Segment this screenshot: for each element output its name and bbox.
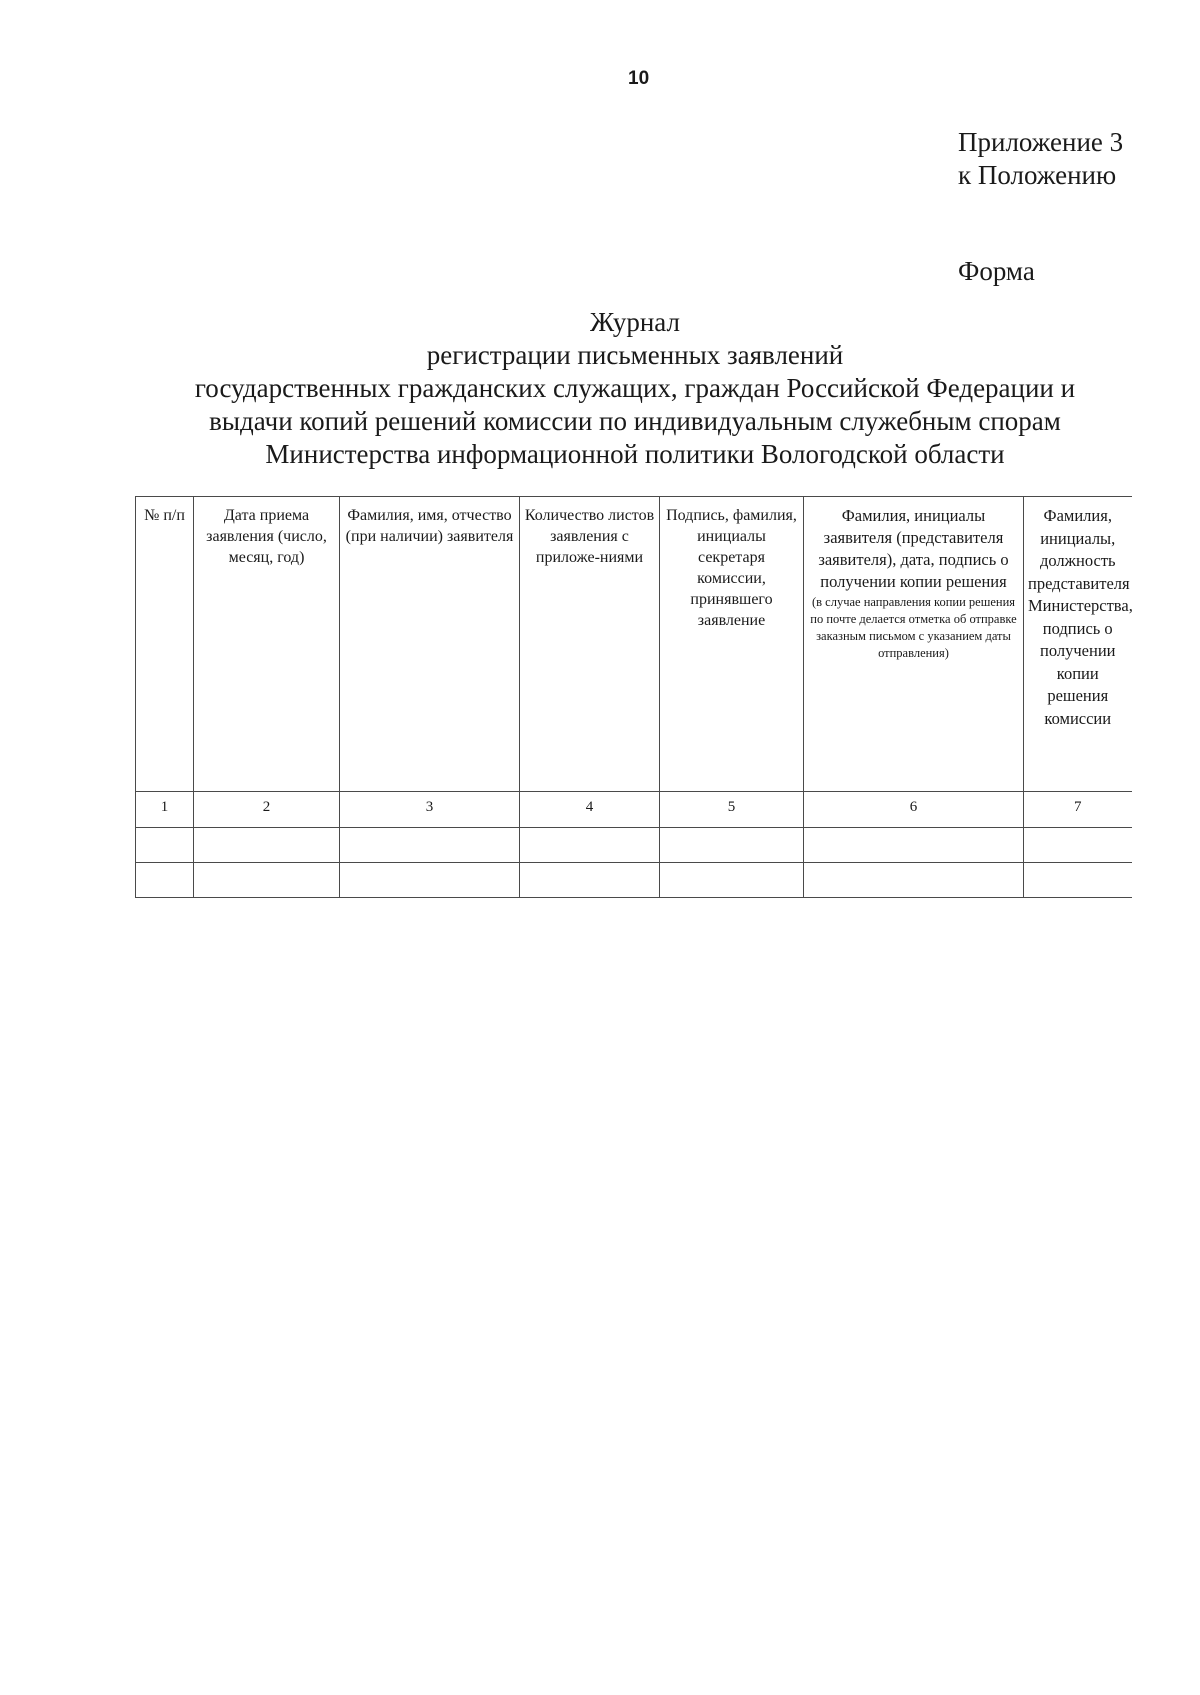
empty-cell [194, 828, 340, 863]
column-number-cell: 2 [194, 792, 340, 828]
column-number-cell: 7 [1024, 792, 1132, 828]
header-cell-number: № п/п [136, 497, 194, 792]
empty-cell [340, 828, 520, 863]
journal-table [135, 496, 1132, 898]
title-line-1: Журнал [589, 307, 681, 337]
column-number-cell: 5 [660, 792, 804, 828]
header-cell-applicant-receipt-note: (в случае направления копии решения по почте делается отметка об отправке заказным письмом с указанием даты отправления) [810, 595, 1017, 660]
table-header-row [136, 497, 1132, 792]
header-cell-sheet-count: Количество листов заявления с приложе-ниями [520, 497, 660, 792]
empty-cell [520, 863, 660, 898]
table-row [136, 863, 1132, 898]
appendix-line-1: Приложение 3 [958, 127, 1124, 157]
form-label: Форма [958, 256, 1035, 286]
empty-cell [340, 863, 520, 898]
header-cell-applicant-name: Фамилия, имя, отчество (при наличии) заявителя [340, 497, 520, 792]
header-cell-applicant-receipt [804, 497, 1024, 792]
empty-cell [660, 863, 804, 898]
column-number-cell: 6 [804, 792, 1024, 828]
empty-cell [1024, 828, 1132, 863]
appendix-line-2: к Положению [958, 160, 1117, 190]
empty-cell [136, 863, 194, 898]
empty-cell [804, 863, 1024, 898]
title-line-5: Министерства информационной политики Вологодской области [265, 439, 1005, 469]
header-cell-applicant-receipt-main: Фамилия, инициалы заявителя (представителя заявителя), дата, подпись о получении копии решения [818, 506, 1009, 591]
column-number-row [136, 792, 1132, 828]
column-number-cell: 1 [136, 792, 194, 828]
page-number: 10 [628, 68, 650, 89]
empty-cell [520, 828, 660, 863]
column-number-cell: 3 [340, 792, 520, 828]
title-line-3: государственных гражданских служащих, граждан Российской Федерации и [194, 373, 1076, 403]
header-cell-ministry-representative: Фамилия, инициалы, должность представителя Министерства, подпись о получении копии решения комиссии [1024, 497, 1132, 792]
document-title [150, 306, 1120, 471]
header-cell-secretary-signature: Подпись, фамилия, инициалы секретаря комиссии, принявшего заявление [660, 497, 804, 792]
title-line-4: выдачи копий решений комиссии по индивидуальным служебным спорам [209, 406, 1061, 436]
column-number-cell: 4 [520, 792, 660, 828]
empty-cell [660, 828, 804, 863]
title-line-2: регистрации письменных заявлений [426, 340, 844, 370]
table-row [136, 828, 1132, 863]
appendix-reference [958, 126, 1123, 192]
empty-cell [136, 828, 194, 863]
header-cell-date: Дата приема заявления (число, месяц, год) [194, 497, 340, 792]
empty-cell [1024, 863, 1132, 898]
empty-cell [194, 863, 340, 898]
empty-cell [804, 828, 1024, 863]
